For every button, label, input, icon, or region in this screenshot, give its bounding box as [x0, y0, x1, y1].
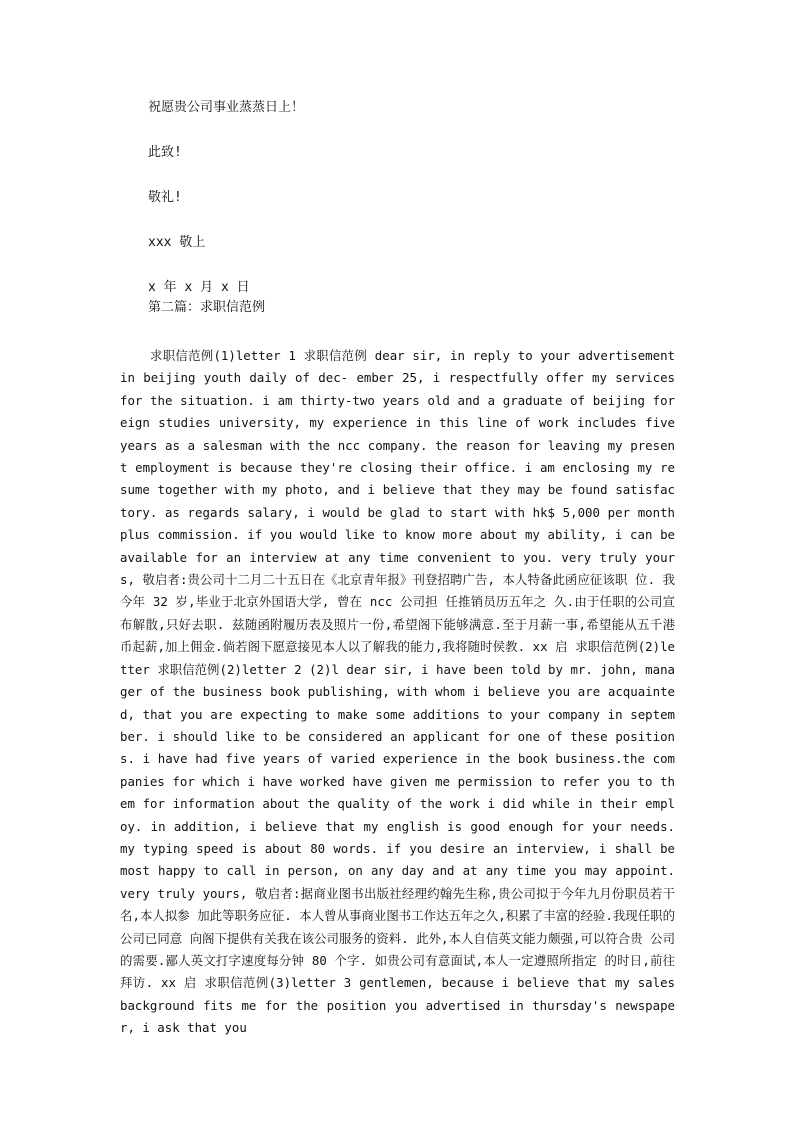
signature: xxx 敬上 — [148, 235, 206, 250]
salutation-line-1: 此致! — [148, 145, 182, 160]
salutation-line-2: 敬礼! — [148, 190, 182, 205]
body-paragraph: 求职信范例(1)letter 1 求职信范例 dear sir, in reply to your advertisement in beijing youth daily of dec- ember 25, i respectfully offer my services for the situation. i am thirty-two years old and a graduate of beijing foreign studies university, my experience in this line of work includes five years as a salesman with the ncc company. the reason for leaving my present employment is because they're closing their office. i am enclosing my resume together with my photo, and i believe that they may be found satisfactory. as regards salary, i would be glad to start with hk$ 5,000 per month plus commission. if you would like to know more about my ability, i can be available for an interview at any time convenient to you. very truly yours, 敬启者:贵公司十二月二十五日在《北京青年报》刊登招聘广告, 本人特备此函应征该职 位. 我今年 32 岁,毕业于北京外国语大学, 曾在 ncc 公司担 任推销员历五年之 久.由于任职的公司宣布解散,只好去职. 兹随函附履历表及照片一份,希望阁下能够满意.至于月薪一事,希望能从五千港 币起薪,加上佣金.倘若阁下愿意接见本人以了解我的能力,我将随时侯教. xx 启 求职信范例(2)letter 求职信范例(2)letter 2 (2)l dear sir, i have been told by mr. john, manager of the business book publishing, with whom i believe you are acquainted, that you are expecting to make some additions to your company in september. i should like to be considered an applicant for one of these positions. i have had five years of varied experience in the book business.the companies for which i have worked have given me permission to refer you to them for information about the quality of the work i did while in their employ. in addition, i believe that my english is good enough for your needs. my typing speed is about 80 words. if you desire an interview, i shall be most happy to call in person, on any day and at any time you may appoint. very truly yours, 敬启者:据商业图书出版社经理约翰先生称,贵公司拟于今年九月份职员若干名,本人拟参 加此等职务应征. 本人曾从事商业图书工作达五年之久,积累了丰富的经验.我现任职的公司已同意 向阁下提供有关我在该公司服务的资料. 此外,本人自信英文能力颇强,可以符合贵 公司的需要.鄙人英文打字速度每分钟 80 个字. 如贵公司有意面试,本人一定遵照所指定 的时日,前往拜访. xx 启 求职信范例(3)letter 3 gentlemen, because i believe that my sales background fits me for the position you advertised in thursday's newspaper, i ask that you — [120, 348, 675, 1036]
section-title: 第二篇：求职信范例 — [148, 300, 266, 315]
closing-wish: 祝愿贵公司事业蒸蒸日上！ — [148, 100, 305, 115]
date-line: x 年 x 月 x 日 — [148, 280, 250, 295]
